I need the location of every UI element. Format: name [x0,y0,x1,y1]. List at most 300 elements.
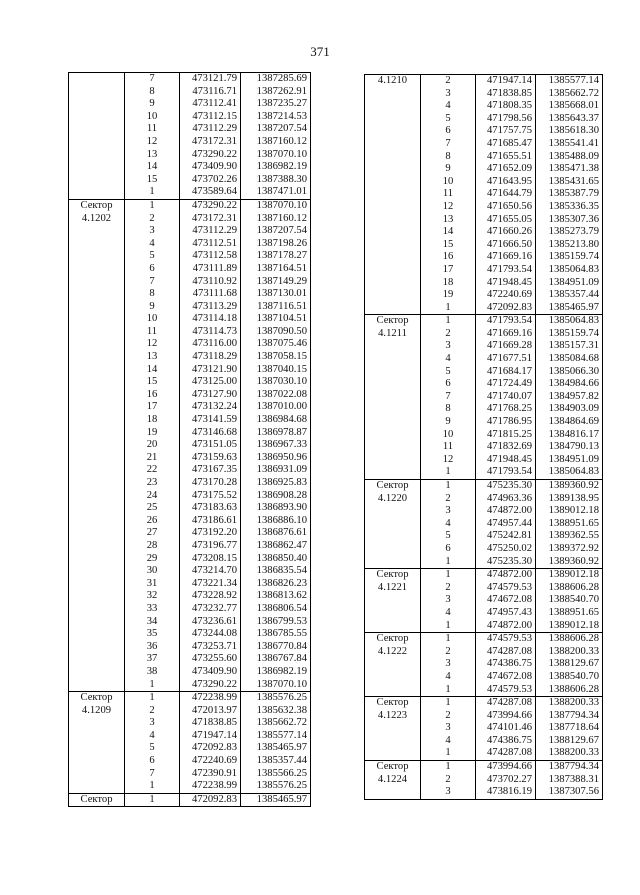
sector-label-cell [365,353,421,366]
x-coordinate-cell: 472092.83 [180,742,241,755]
point-number-cell: 11 [125,326,180,339]
sector-label-cell [365,163,421,176]
sector-label-cell [365,403,421,416]
sector-label-cell [69,527,125,540]
point-number-cell: 10 [125,313,180,326]
sector-label-cell [365,264,421,277]
table-row [365,353,603,366]
sector-label-cell [365,100,421,113]
y-coordinate-cell: 1386826.23 [241,578,311,591]
sector-label-cell [69,590,125,603]
y-coordinate-cell: 1386876.61 [241,527,311,540]
sector-label-cell [365,735,421,748]
sector-label-cell [365,786,421,799]
point-number-cell: 4 [421,735,476,748]
point-number-cell: 12 [421,201,476,214]
table-row [69,641,311,654]
y-coordinate-cell: 1385643.37 [536,113,603,126]
y-coordinate-cell: 1385618.30 [536,125,603,138]
table-row [69,578,311,591]
sector-label-cell [365,441,421,454]
y-coordinate-cell: 1386806.54 [241,603,311,616]
x-coordinate-cell: 473589.64 [180,186,241,199]
y-coordinate-cell: 1387104.51 [241,313,311,326]
sector-label-cell [365,214,421,227]
x-coordinate-cell: 474872.00 [476,569,536,582]
sector-label-cell: Сектор [69,692,125,705]
point-number-cell: 1 [125,780,180,793]
x-coordinate-cell: 471655.51 [476,151,536,164]
sector-label-cell [69,679,125,692]
table-row [69,326,311,339]
point-number-cell: 6 [421,378,476,391]
point-number-cell: 1 [125,186,180,199]
point-number-cell: 26 [125,515,180,528]
sector-label-cell: Сектор [69,199,125,212]
point-number-cell: 1 [421,302,476,315]
x-coordinate-cell: 471815.25 [476,429,536,442]
sector-label-cell [69,452,125,465]
table-row [69,565,311,578]
y-coordinate-cell: 1385064.83 [536,315,603,328]
y-coordinate-cell: 1387070.10 [241,199,311,212]
x-coordinate-cell: 473409.90 [180,666,241,679]
x-coordinate-cell: 472238.99 [180,692,241,705]
y-coordinate-cell: 1385577.14 [536,75,603,88]
y-coordinate-cell: 1388606.28 [536,582,603,595]
x-coordinate-cell: 471948.45 [476,454,536,467]
sector-label-cell [69,628,125,641]
point-number-cell: 27 [125,527,180,540]
y-coordinate-cell: 1387388.30 [241,174,311,187]
x-coordinate-cell: 471793.54 [476,466,536,479]
x-coordinate-cell: 472238.99 [180,780,241,793]
table-row [69,98,311,111]
y-coordinate-cell: 1387090.50 [241,326,311,339]
table-row [69,793,311,807]
x-coordinate-cell: 475250.02 [476,543,536,556]
point-number-cell: 13 [125,351,180,364]
table-row [365,163,603,176]
y-coordinate-cell: 1388951.65 [536,607,603,620]
x-coordinate-cell: 472240.69 [180,755,241,768]
x-coordinate-cell: 475235.30 [476,480,536,493]
y-coordinate-cell: 1385066.30 [536,366,603,379]
x-coordinate-cell: 473290.22 [180,199,241,212]
y-coordinate-cell: 1389012.18 [536,505,603,518]
sector-label-cell [365,607,421,620]
y-coordinate-cell: 1387075.46 [241,338,311,351]
point-number-cell: 11 [421,441,476,454]
x-coordinate-cell: 471808.35 [476,100,536,113]
x-coordinate-cell: 473121.79 [180,73,241,86]
table-row [69,515,311,528]
point-number-cell: 4 [421,518,476,531]
sector-label-cell [365,429,421,442]
table-row [365,125,603,138]
x-coordinate-cell: 473183.63 [180,502,241,515]
x-coordinate-cell: 471655.05 [476,214,536,227]
x-coordinate-cell: 471660.26 [476,226,536,239]
sector-label-cell [69,742,125,755]
sector-label-cell [365,416,421,429]
y-coordinate-cell: 1389012.18 [536,569,603,582]
table-row [69,628,311,641]
point-number-cell: 16 [421,251,476,264]
point-number-cell: 9 [421,416,476,429]
table-row [365,214,603,227]
table-row [365,786,603,799]
y-coordinate-cell: 1387160.12 [241,136,311,149]
sector-label-cell [69,603,125,616]
point-number-cell: 20 [125,439,180,452]
y-coordinate-cell: 1385576.25 [241,780,311,793]
sector-label-cell: Сектор [365,480,421,493]
y-coordinate-cell: 1384951.09 [536,277,603,290]
x-coordinate-cell: 471947.14 [180,730,241,743]
table-row [365,594,603,607]
table-row [69,717,311,730]
table-row [69,427,311,440]
y-coordinate-cell: 1385387.79 [536,188,603,201]
point-number-cell: 2 [421,710,476,723]
point-number-cell: 24 [125,490,180,503]
table-row [69,527,311,540]
sector-label-cell [69,326,125,339]
y-coordinate-cell: 1388540.70 [536,671,603,684]
table-row [69,653,311,666]
y-coordinate-cell: 1387149.29 [241,276,311,289]
x-coordinate-cell: 474386.75 [476,735,536,748]
y-coordinate-cell: 1385465.97 [536,302,603,315]
y-coordinate-cell: 1387471.01 [241,186,311,199]
y-coordinate-cell: 1384864.69 [536,416,603,429]
y-coordinate-cell: 1385431.65 [536,176,603,189]
table-row [69,477,311,490]
table-row [365,88,603,101]
y-coordinate-cell: 1387794.34 [536,710,603,723]
table-row [365,530,603,543]
table-row [365,518,603,531]
y-coordinate-cell: 1385668.01 [536,100,603,113]
y-coordinate-cell: 1385357.44 [241,755,311,768]
coordinates-table-left [68,72,311,807]
y-coordinate-cell: 1384957.82 [536,391,603,404]
sector-label-cell [69,477,125,490]
table-row [365,239,603,252]
sector-label-cell [69,616,125,629]
point-number-cell: 15 [421,239,476,252]
sector-label-cell [365,226,421,239]
y-coordinate-cell: 1387307.56 [536,786,603,799]
y-coordinate-cell: 1385357.44 [536,289,603,302]
point-number-cell: 2 [421,774,476,787]
x-coordinate-cell: 471768.25 [476,403,536,416]
point-number-cell: 8 [125,288,180,301]
table-row [69,590,311,603]
sector-label-cell [69,238,125,251]
x-coordinate-cell: 473111.68 [180,288,241,301]
point-number-cell: 1 [125,199,180,212]
y-coordinate-cell: 1388951.65 [536,518,603,531]
point-number-cell: 2 [125,213,180,226]
table-row [365,100,603,113]
table-row [365,710,603,723]
table-row [365,620,603,633]
table-row [365,505,603,518]
point-number-cell: 34 [125,616,180,629]
x-coordinate-cell: 473196.77 [180,540,241,553]
y-coordinate-cell: 1385566.25 [241,768,311,781]
y-coordinate-cell: 1386785.55 [241,628,311,641]
sector-label-cell [365,747,421,760]
sector-label-cell [365,176,421,189]
table-row [365,302,603,315]
x-coordinate-cell: 471948.45 [476,277,536,290]
table-row [365,429,603,442]
y-coordinate-cell: 1388200.33 [536,747,603,760]
x-coordinate-cell: 474101.46 [476,722,536,735]
y-coordinate-cell: 1387070.10 [241,679,311,692]
point-number-cell: 2 [421,582,476,595]
sector-label-cell [365,505,421,518]
x-coordinate-cell: 473290.22 [180,679,241,692]
sector-label-cell: Сектор [365,761,421,774]
table-row [69,123,311,136]
sector-label-cell [365,151,421,164]
y-coordinate-cell: 1385159.74 [536,251,603,264]
sector-label-cell [69,768,125,781]
point-number-cell: 30 [125,565,180,578]
point-number-cell: 4 [125,730,180,743]
x-coordinate-cell: 473112.51 [180,238,241,251]
y-coordinate-cell: 1386813.62 [241,590,311,603]
sector-label-cell [69,263,125,276]
x-coordinate-cell: 473112.15 [180,111,241,124]
sector-label-cell: Сектор [365,633,421,646]
table-row [365,378,603,391]
x-coordinate-cell: 471793.54 [476,264,536,277]
x-coordinate-cell: 473110.92 [180,276,241,289]
sector-label-cell [69,225,125,238]
table-row [365,569,603,582]
x-coordinate-cell: 473214.70 [180,565,241,578]
y-coordinate-cell: 1389372.92 [536,543,603,556]
x-coordinate-cell: 471669.28 [476,340,536,353]
table-row [69,199,311,212]
x-coordinate-cell: 474957.43 [476,607,536,620]
sector-label-cell [365,188,421,201]
x-coordinate-cell: 471838.85 [476,88,536,101]
point-number-cell: 8 [421,403,476,416]
sector-label-cell [69,301,125,314]
table-row [69,768,311,781]
x-coordinate-cell: 473816.19 [476,786,536,799]
point-number-cell: 33 [125,603,180,616]
x-coordinate-cell: 473118.29 [180,351,241,364]
sector-label-cell [69,780,125,793]
point-number-cell: 1 [421,697,476,710]
table-row [69,86,311,99]
x-coordinate-cell: 474872.00 [476,505,536,518]
sector-label-cell [69,250,125,263]
x-coordinate-cell: 471947.14 [476,75,536,88]
y-coordinate-cell: 1386767.84 [241,653,311,666]
point-number-cell: 22 [125,464,180,477]
x-coordinate-cell: 474287.08 [476,646,536,659]
sector-label-cell [69,502,125,515]
table-row [365,113,603,126]
table-row [365,188,603,201]
table-row [69,755,311,768]
table-row [69,389,311,402]
table-row [365,75,603,88]
point-number-cell: 19 [125,427,180,440]
point-number-cell: 3 [421,594,476,607]
point-number-cell: 5 [421,113,476,126]
y-coordinate-cell: 1385662.72 [241,717,311,730]
x-coordinate-cell: 473159.63 [180,452,241,465]
sector-label-cell [69,641,125,654]
point-number-cell: 31 [125,578,180,591]
table-row [69,452,311,465]
table-row [69,351,311,364]
sector-label-cell [69,111,125,124]
point-number-cell: 3 [125,225,180,238]
x-coordinate-cell: 472390.91 [180,768,241,781]
table-row [365,774,603,787]
table-row [365,735,603,748]
sector-label-cell [69,464,125,477]
point-number-cell: 5 [125,742,180,755]
point-number-cell: 10 [125,111,180,124]
table-row [365,366,603,379]
x-coordinate-cell: 471684.17 [476,366,536,379]
y-coordinate-cell: 1386886.10 [241,515,311,528]
y-coordinate-cell: 1386799.53 [241,616,311,629]
point-number-cell: 8 [125,86,180,99]
point-number-cell: 13 [125,149,180,162]
x-coordinate-cell: 471669.16 [476,328,536,341]
y-coordinate-cell: 1386984.68 [241,414,311,427]
x-coordinate-cell: 473253.71 [180,641,241,654]
table-row [365,416,603,429]
sector-label-cell [69,389,125,402]
x-coordinate-cell: 475235.30 [476,556,536,569]
x-coordinate-cell: 474579.53 [476,633,536,646]
y-coordinate-cell: 1384951.09 [536,454,603,467]
table-row [69,490,311,503]
sector-label-cell: Сектор [365,697,421,710]
sector-label-cell [69,578,125,591]
y-coordinate-cell: 1386967.33 [241,439,311,452]
coordinates-table-right [364,74,603,800]
table-row [365,289,603,302]
y-coordinate-cell: 1385662.72 [536,88,603,101]
sector-label-cell [69,439,125,452]
x-coordinate-cell: 474579.53 [476,684,536,697]
sector-label-cell [365,518,421,531]
table-row [365,761,603,774]
x-coordinate-cell: 473228.92 [180,590,241,603]
y-coordinate-cell: 1384816.17 [536,429,603,442]
table-row [69,186,311,199]
y-coordinate-cell: 1387022.08 [241,389,311,402]
sector-label-cell: 4.1222 [365,646,421,659]
point-number-cell: 9 [125,301,180,314]
table-row [69,502,311,515]
sector-label-cell [365,239,421,252]
sector-label-cell [69,755,125,768]
point-number-cell: 7 [125,276,180,289]
y-coordinate-cell: 1384984.66 [536,378,603,391]
point-number-cell: 3 [421,505,476,518]
table-row [69,250,311,263]
x-coordinate-cell: 473146.68 [180,427,241,440]
y-coordinate-cell: 1386908.28 [241,490,311,503]
point-number-cell: 1 [125,793,180,807]
y-coordinate-cell: 1385273.79 [536,226,603,239]
y-coordinate-cell: 1388129.67 [536,658,603,671]
y-coordinate-cell: 1387070.10 [241,149,311,162]
table-row [69,705,311,718]
point-number-cell: 10 [421,429,476,442]
x-coordinate-cell: 473121.90 [180,364,241,377]
x-coordinate-cell: 471798.56 [476,113,536,126]
table-row [69,136,311,149]
x-coordinate-cell: 474287.08 [476,747,536,760]
sector-label-cell [69,376,125,389]
y-coordinate-cell: 1385084.68 [536,353,603,366]
table-row [69,679,311,692]
sector-label-cell [69,565,125,578]
table-row [69,376,311,389]
x-coordinate-cell: 473290.22 [180,149,241,162]
sector-label-cell [365,543,421,556]
point-number-cell: 25 [125,502,180,515]
y-coordinate-cell: 1387262.91 [241,86,311,99]
x-coordinate-cell: 473114.18 [180,313,241,326]
y-coordinate-cell: 1388540.70 [536,594,603,607]
table-row [69,149,311,162]
y-coordinate-cell: 1387198.26 [241,238,311,251]
sector-label-cell: 4.1209 [69,705,125,718]
y-coordinate-cell: 1386950.96 [241,452,311,465]
sector-label-cell: Сектор [365,569,421,582]
point-number-cell: 1 [421,684,476,697]
point-number-cell: 3 [421,340,476,353]
y-coordinate-cell: 1388606.28 [536,684,603,697]
y-coordinate-cell: 1386978.87 [241,427,311,440]
x-coordinate-cell: 471838.85 [180,717,241,730]
table-row [365,722,603,735]
y-coordinate-cell: 1387010.00 [241,401,311,414]
x-coordinate-cell: 473125.00 [180,376,241,389]
point-number-cell: 2 [421,75,476,88]
table-row [69,666,311,679]
point-number-cell: 3 [421,786,476,799]
y-coordinate-cell: 1387207.54 [241,123,311,136]
y-coordinate-cell: 1385577.14 [241,730,311,743]
x-coordinate-cell: 471757.75 [476,125,536,138]
y-coordinate-cell: 1387207.54 [241,225,311,238]
point-number-cell: 4 [421,353,476,366]
sector-label-cell [69,351,125,364]
table-row [365,543,603,556]
point-number-cell: 2 [125,705,180,718]
x-coordinate-cell: 474287.08 [476,697,536,710]
table-row [69,313,311,326]
